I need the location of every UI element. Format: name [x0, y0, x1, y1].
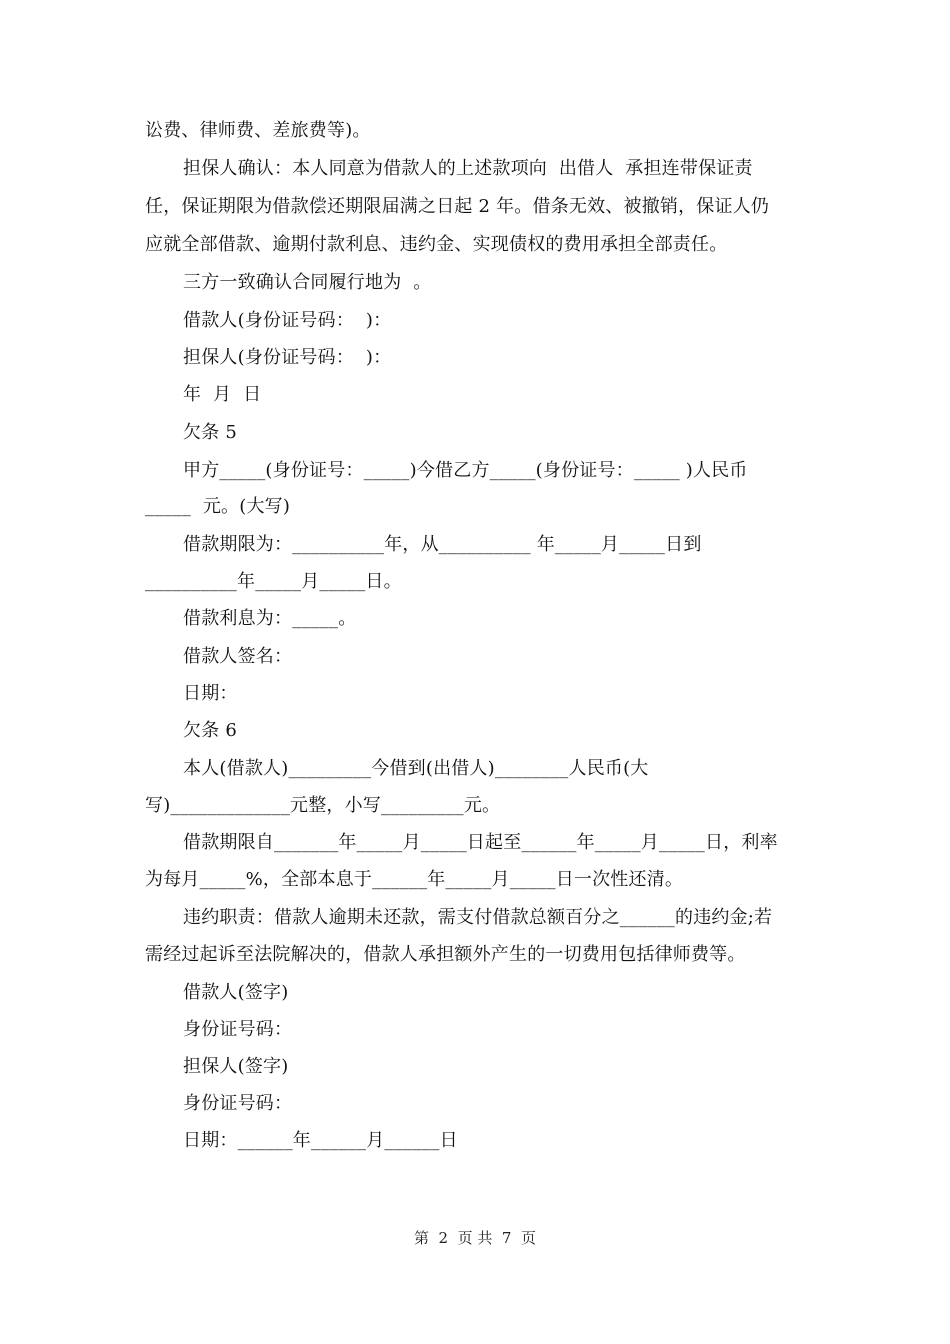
text-line: 为每月_____%，全部本息于______年_____月_____日一次性还清。	[145, 869, 684, 890]
text-line: 借款人签名：	[183, 646, 293, 667]
page-footer: 第 2 页 共 7 页	[414, 1229, 536, 1247]
text-line: 年 月 日	[183, 384, 262, 405]
text-line: 讼费、律师费、差旅费等)。	[145, 120, 371, 141]
text-line: 应就全部借款、逾期付款利息、违约金、实现债权的费用承担全部责任。	[145, 234, 728, 255]
text-line: 担保人(签字)	[183, 1056, 289, 1077]
text-line: __________年_____月_____日。	[145, 571, 402, 592]
text-line: 日期：______年______月______日	[183, 1130, 458, 1151]
text-line: 任，保证期限为借款偿还期限届满之日起 2 年。借条无效、被撤销，保证人仍	[145, 196, 770, 217]
text-line: 违约职责：借款人逾期未还款，需支付借款总额百分之______的违约金;若	[183, 907, 773, 928]
text-line: 借款人(签字)	[183, 982, 289, 1003]
text-line: 写)_____________元整，小写_________元。	[145, 795, 501, 816]
text-line: 担保人(身份证号码： )：	[183, 347, 392, 368]
text-line: 需经过起诉至法院解决的，借款人承担额外产生的一切费用包括律师费等。	[145, 944, 746, 965]
text-line: 身份证号码：	[183, 1019, 293, 1040]
text-line: _____ 元。(大写)	[145, 496, 291, 517]
text-line: 身份证号码：	[183, 1093, 293, 1114]
section-heading: 欠条 5	[183, 422, 237, 443]
text-line: 借款期限为：__________年，从__________ 年_____月_____日到	[183, 534, 702, 555]
text-line: 甲方_____(身份证号：_____)今借乙方_____(身份证号：_____ )人民币	[183, 460, 748, 481]
text-line: 借款人(身份证号码： )：	[183, 310, 392, 331]
text-line: 借款期限自_______年_____月_____日起至______年_____月_____日，利率	[183, 832, 778, 853]
section-heading: 欠条 6	[183, 720, 237, 741]
text-line: 担保人确认：本人同意为借款人的上述款项向 出借人 承担连带保证责	[183, 158, 753, 179]
text-line: 三方一致确认合同履行地为 。	[183, 272, 432, 293]
text-line: 借款利息为：_____。	[183, 608, 357, 629]
text-line: 日期：	[183, 683, 238, 704]
text-line: 本人(借款人)_________今借到(出借人)________人民币(大	[183, 758, 649, 779]
